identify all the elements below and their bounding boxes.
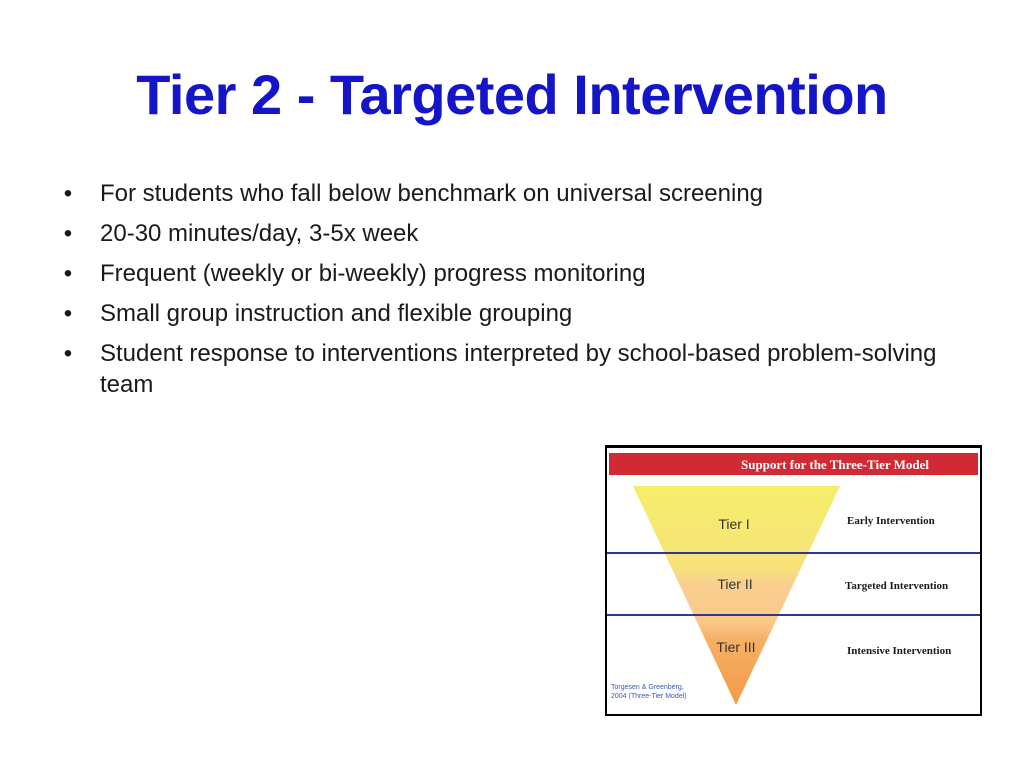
bullet-dot: • <box>63 340 73 367</box>
bullet-text: Student response to interventions interpreted by school-based problem-solving team <box>100 340 937 398</box>
bullet-dot: • <box>63 220 73 247</box>
bullet-text: For students who fall below benchmark on universal screening <box>100 180 764 207</box>
early-intervention-label: Early Intervention <box>847 515 935 527</box>
bullet-item <box>58 178 938 209</box>
tier-3-label: Tier III <box>716 639 756 655</box>
three-tier-diagram <box>607 448 980 714</box>
diagram-header: Support for the Three-Tier Model <box>740 457 930 472</box>
bullet-item <box>58 298 938 329</box>
bullet-list <box>58 178 938 409</box>
citation-line-1: Torgesen & Greenberg, <box>611 684 684 691</box>
bullet-text: Frequent (weekly or bi-weekly) progress monitoring <box>100 260 646 287</box>
bullet-item <box>58 218 938 249</box>
targeted-intervention-label: Targeted Intervention <box>845 580 949 592</box>
bullet-dot: • <box>63 260 73 287</box>
bullet-text: 20-30 minutes/day, 3-5x week <box>100 220 419 247</box>
slide-title: Tier 2 - Targeted Intervention <box>136 63 888 126</box>
tier-1-label: Tier I <box>718 516 750 532</box>
bullet-item <box>58 258 938 289</box>
citation-line-2: 2004 (Three-Tier Model) <box>611 693 687 700</box>
three-tier-model-figure <box>605 445 982 716</box>
bullet-item <box>58 338 938 400</box>
bullet-text: Small group instruction and flexible grouping <box>100 300 573 327</box>
tier-2-label: Tier II <box>717 576 753 592</box>
bullet-dot: • <box>63 300 73 327</box>
bullet-dot: • <box>63 180 73 207</box>
intensive-intervention-label: Intensive Intervention <box>847 645 952 657</box>
